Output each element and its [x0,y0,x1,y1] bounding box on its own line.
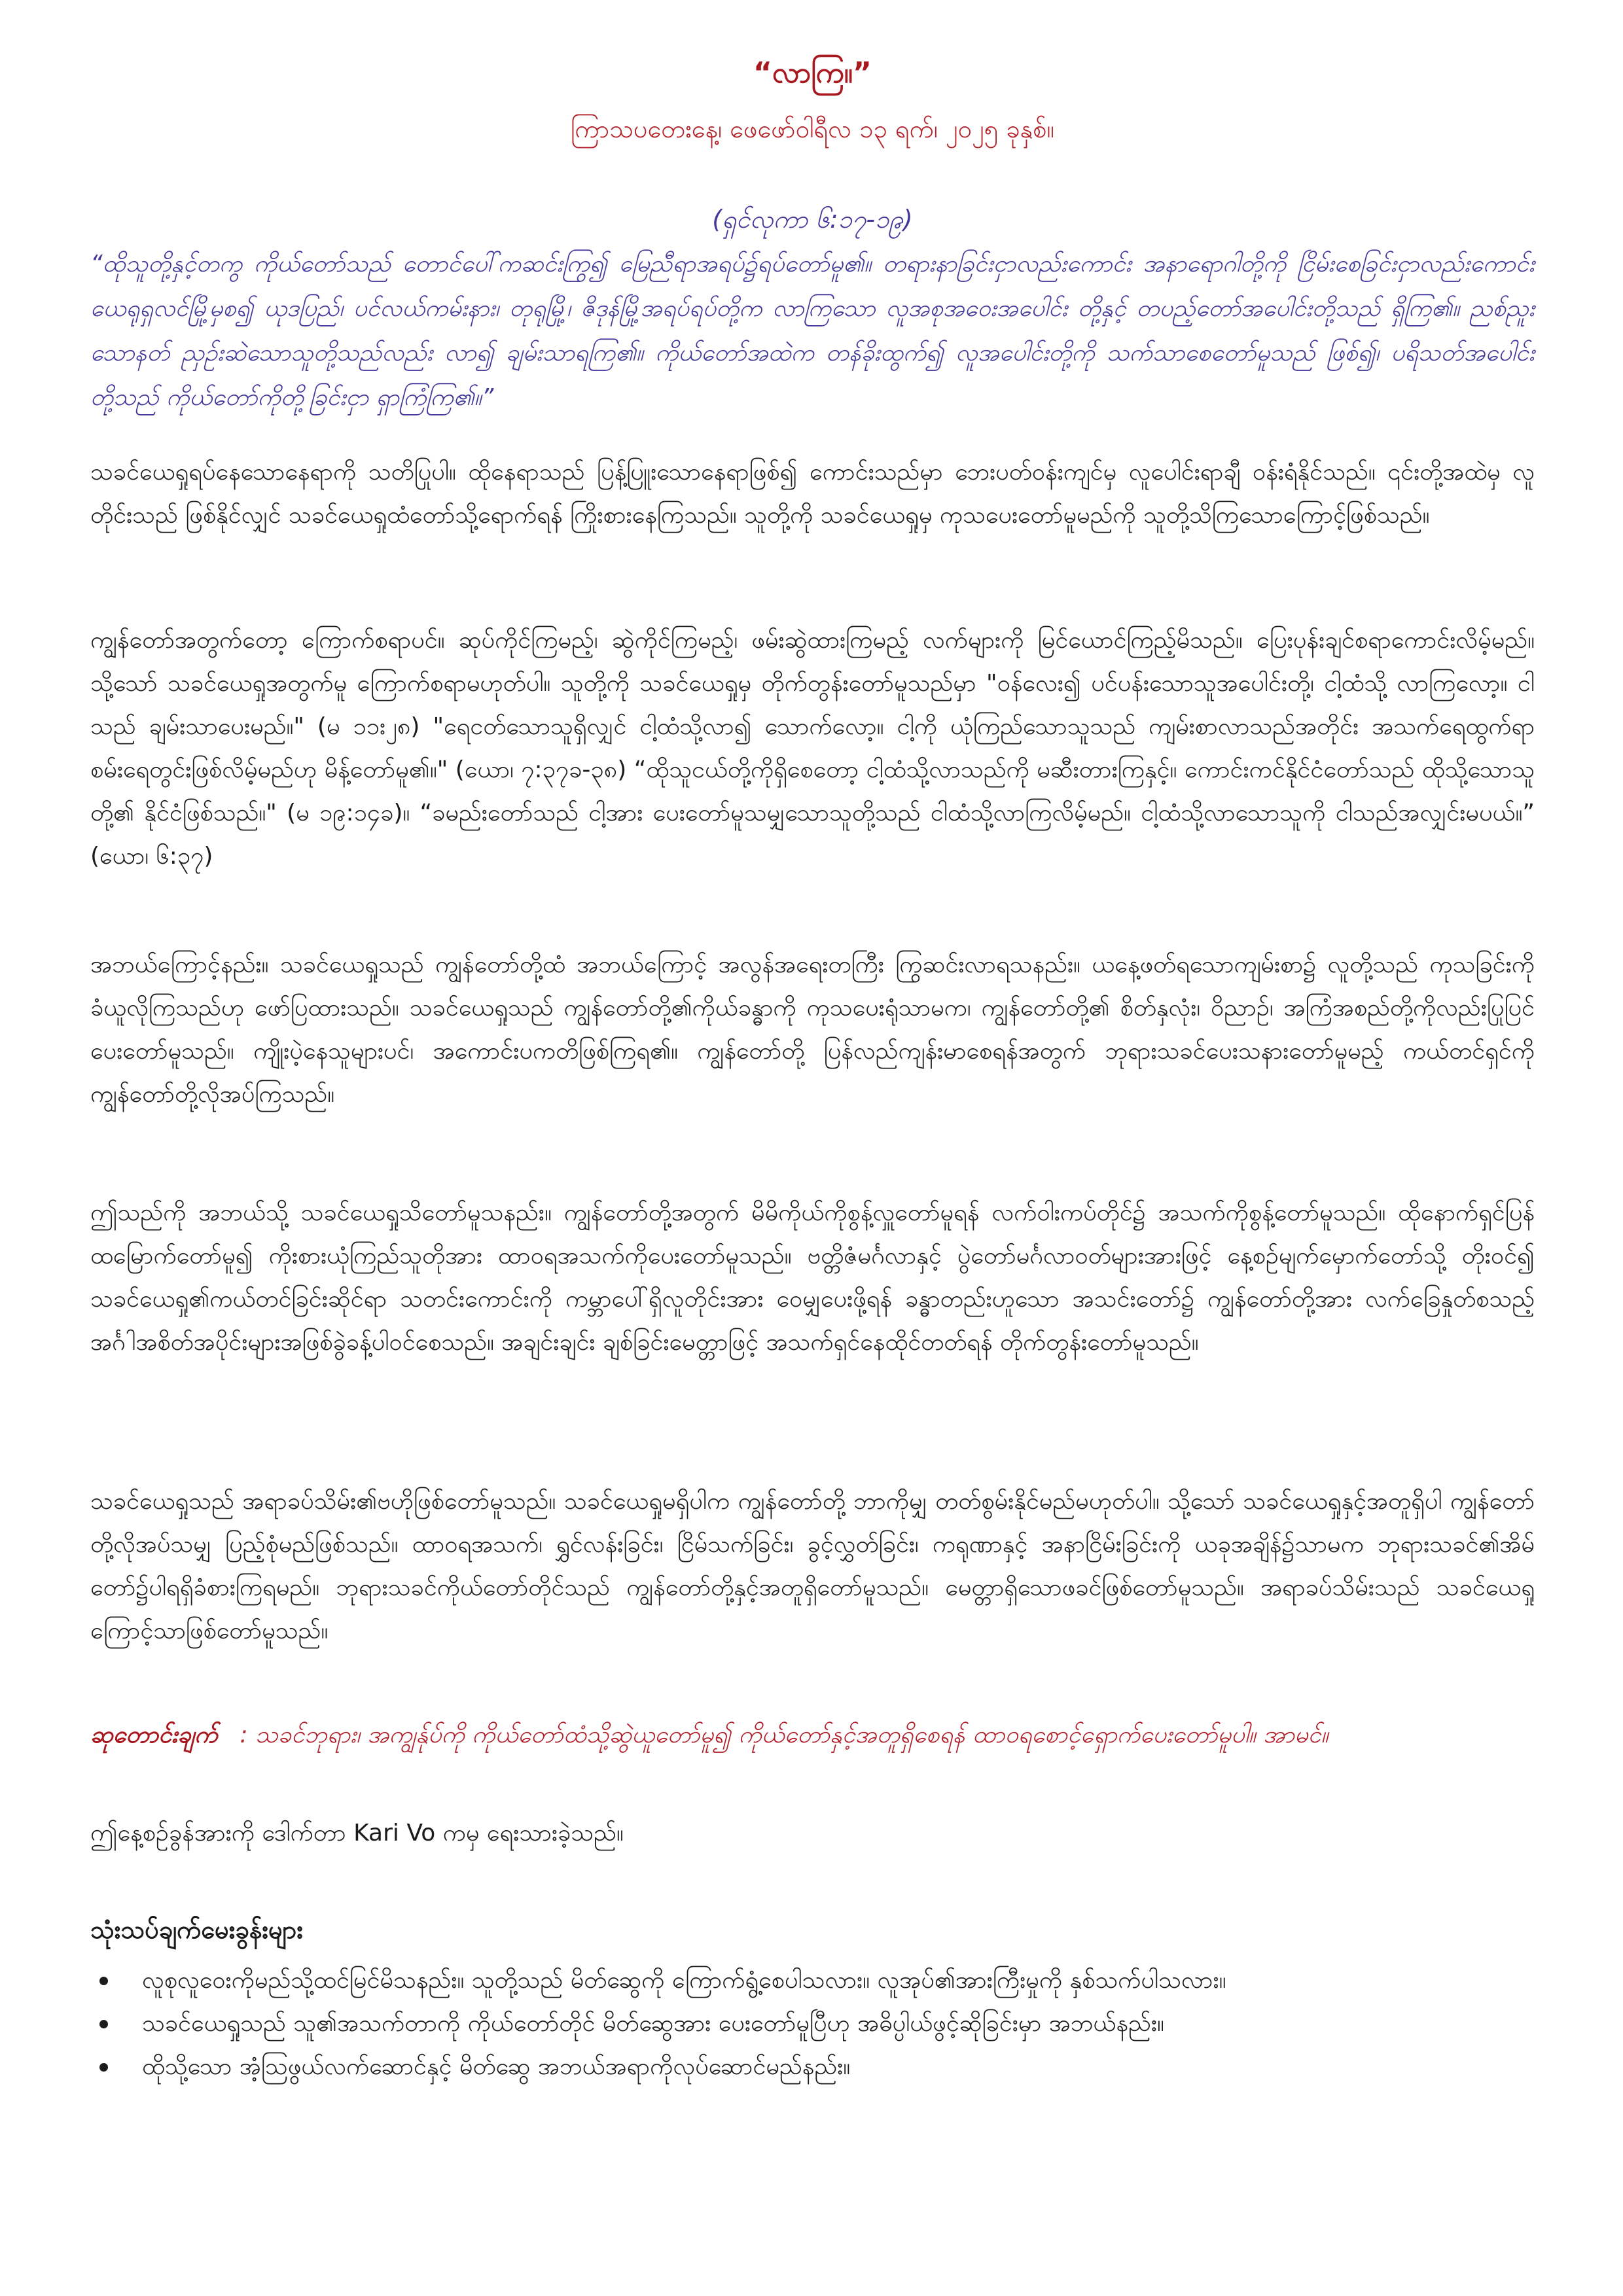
prayer-text: : သခင်ဘုရား၊ အကျွန်ုပ်ကို ကိုယ်တော်ထံသို့ဆွဲယူတော်မူ၍ ကိုယ်တော်နှင့်အတူရှိစေရန် ထာဝရစောင့်ရှောက်ပေးတော်မူပါ။ အာမင်။ [240,1722,1329,1748]
question-text: လူစုလူဝေးကိုမည်သို့ထင်မြင်မိသနည်း။ သူတို့သည် မိတ်ဆွေကို ကြောက်ရွံ့စေပါသလား။ လူအုပ်၏အားကြီးမှုကို နှစ်သက်ပါသလား။ [142,1967,1226,1994]
question-text: ထိုသို့သော အံ့သြဖွယ်လက်ဆောင်နှင့် မိတ်ဆွေ အဘယ်အရာကိုလုပ်ဆောင်မည်နည်း။ [142,2053,851,2080]
reflection-question [90,2002,1535,2045]
question-text: သခင်ယေရှုသည် သူ၏အသက်တာကို ကိုယ်တော်တိုင် မိတ်ဆွေအား ပေးတော်မူပြီဟု အဓိပ္ပါယ်ဖွင့်ဆိုခြင်းမှာ အဘယ်နည်း။ [142,2010,1164,2037]
bullet-icon [99,1977,108,1985]
reflection-question [90,1959,1535,2002]
reflection-questions-list [90,1959,1535,2089]
body-paragraph: ကျွန်တော်အတွက်တော့ ကြောက်စရာပင်။ ဆုပ်ကိုင်ကြမည့်၊ ဆွဲကိုင်ကြမည့်၊ ဖမ်းဆွဲထားကြမည့် လက်များကို မြင်ယောင်ကြည့်မိသည်။ ပြေးပုန်းချင်စရာကောင်းလိမ့်မည်။ သို့သော် သခင်ယေရှုအတွက်မူ ကြောက်စရာမဟုတ်ပါ။ သူတို့ကို သခင်ယေရှုမှ တိုက်တွန်းတော်မူသည်မှာ "ဝန်လေး၍ ပင်ပန်းသောသူအပေါင်းတို့၊ ငါ့ထံသို့ လာကြလော့။ ငါသည် ချမ်းသာပေးမည်။" (မ ၁၁း၂၈) "ရေငတ်သောသူရှိလျှင် ငါ့ထံသို့လာ၍ သောက်လော့။ ငါ့ကို ယုံကြည်သောသူသည် ကျမ်းစာလာသည်အတိုင်း အသက်ရေထွက်ရာ စမ်းရေတွင်းဖြစ်လိမ့်မည်ဟု မိန့်တော်မူ၏။" (ယော၊ ၇:၃၇ခ-၃၈) “ထိုသူငယ်တို့ကိုရှိစေတော့ ငါ့ထံသို့လာသည်ကို မဆီးတားကြနှင့်။ ကောင်းကင်နိုင်ငံတော်သည် ထိုသို့သောသူတို့၏ နိုင်ငံဖြစ်သည်။" (မ ၁၉:၁၄ခ)။ “ခမည်းတော်သည် ငါ့အား ပေးတော်မူသမျှသောသူတို့သည် ငါထံသို့လာကြလိမ့်မည်။ ငါ့ထံသို့လာသောသူကို ငါသည်အလျှင်းမပယ်။” (ယော၊ ၆:၃၇) [90,627,1535,870]
scripture-text: “ထိုသူတို့နှင့်တကွ ကိုယ်တော်သည် တောင်ပေါ်ကဆင်းကြွ၍ မြေညီရာအရပ်၌ရပ်တော်မူ၏။ တရားနာခြင်းငှာလည်းကောင်း အနာရောဂါတို့ကို ငြိမ်းစေခြင်းငှာလည်းကောင်း ယေရုရှလင်မြို့မှစ၍ ယုဒပြည်၊ ပင်လယ်ကမ်းနား၊ တုရုမြို့၊ ဇိဒုန်မြို့အရပ်ရပ်တို့က လာကြသော လူအစုအဝေးအပေါင်း တို့နှင့် တပည့်တော်အပေါင်းတို့သည် ရှိကြ၏။ ညစ်ညူးသောနတ် ညှဉ်းဆဲသောသူတို့သည်လည်း လာ၍ ချမ်းသာရကြ၏။ ကိုယ်တော်အထဲက တန်ခိုးထွက်၍ လူအပေါင်းတို့ကို သက်သာစေတော်မူသည် ဖြစ်၍၊ ပရိသတ်အပေါင်းတို့သည် ကိုယ်တော်ကိုတို့ခြင်းငှာ ရှာကြံကြ၏။” [90,251,1535,411]
reflection-heading: သုံးသပ်ချက်မေးခွန်းများ [90,1915,304,1944]
bullet-icon [99,2063,108,2072]
body-paragraph: ဤသည်ကို အဘယ်သို့ သခင်ယေရှုသိတော်မူသနည်း။ ကျွန်တော်တို့အတွက် မိမိကိုယ်ကိုစွန့်လှူတော်မူရန် လက်ဝါးကပ်တိုင်၌ အသက်ကိုစွန့်တော်မူသည်။ ထိုနောက်ရှင်ပြန်ထမြောက်တော်မူ၍ ကိုးစားယုံကြည်သူတိုအား ထာဝရအသက်ကိုပေးတော်မူသည်။ ဗတ္တိဇံမင်္ဂလာနှင့် ပွဲတော်မင်္ဂလာဝတ်များအားဖြင့် နေ့စဉ်မျက်မှောက်တော်သို့ တိုးဝင်၍ သခင်ယေရှု၏ကယ်တင်ခြင်းဆိုင်ရာ သတင်းကောင်းကို ကမ္ဘာပေါ်ရှိလူတိုင်းအား ဝေမျှပေးဖို့ရန် ခန္ဓာတည်းဟူသော အသင်းတော်၌ ကျွန်တော်တို့အား လက်ခြေနှုတ်စသည့် အင်္ဂါအစိတ်အပိုင်းများအဖြစ်ခွဲခန့်ပါဝင်စေသည်။ အချင်းချင်း ချစ်ခြင်းမေတ္တာဖြင့် အသက်ရှင်နေထိုင်တတ်ရန် တိုက်တွန်းတော်မူသည်။ [90,1199,1535,1356]
prayer-label: ဆုတောင်းချက် [90,1722,218,1748]
author-note: ဤနေ့စဉ်ခွန်အားကို ဒေါက်တာ Kari Vo ကမှ ရေးသားခဲ့သည်။ [90,1820,624,1846]
bullet-icon [99,2020,108,2028]
date-line: ကြာသပတေးနေ့၊ ဖေဖော်ဝါရီလ ၁၃ ရက်၊ ၂၀၂၅ ခုနှစ်။ [571,115,1054,143]
body-paragraph: သခင်ယေရှုသည် အရာခပ်သိမ်း၏ဗဟိုဖြစ်တော်မူသည်။ သခင်ယေရှုမရှိပါက ကျွန်တော်တို့ ဘာကိုမျှ တတ်စွမ်းနိုင်မည်မဟုတ်ပါ။ သို့သော် သခင်ယေရှုနှင့်အတူရှိပါ ကျွန်တော်တို့လိုအပ်သမျှ ပြည့်စုံမည်ဖြစ်သည်။ ထာဝရအသက်၊ ရွှင်လန်းခြင်း၊ ငြိမ်သက်ခြင်း၊ ခွင့်လွှတ်ခြင်း၊ ကရုဏာနှင့် အနာငြိမ်းခြင်းကို ယခုအချိန်၌သာမက ဘုရားသခင်၏အိမ်တော်၌ပါရရှိခံစားကြရမည်။ ဘုရားသခင်ကိုယ်တော်တိုင်သည် ကျွန်တော်တို့နှင့်အတူရှိတော်မူသည်။ မေတ္တာရှိသောဖခင်ဖြစ်တော်မူသည်။ အရာခပ်သိမ်းသည် သခင်ယေရှုကြောင့်သာဖြစ်တော်မူသည်။ [90,1488,1535,1644]
body-paragraph: သခင်ယေရှုရပ်နေသောနေရာကို သတိပြုပါ။ ထိုနေရာသည် ပြန့်ပြူးသောနေရာဖြစ်၍ ကောင်းသည်မှာ ဘေးပတ်ဝန်းကျင်မှ လူပေါင်းရာချီ ဝန်းရံနိုင်သည်။ ၎င်းတို့အထဲမှ လူတိုင်းသည် ဖြစ်နိုင်လျှင် သခင်ယေရှုထံတော်သို့ရောက်ရန် ကြိုးစားနေကြသည်။ သူတို့ကို သခင်ယေရှုမှ ကုသပေးတော်မူမည်ကို သူတို့သိကြသောကြောင့်ဖြစ်သည်။ [90,459,1535,529]
scripture-reference: (ရှင်လုကာ ၆:၁၇-၁၉) [712,205,913,234]
reflection-question [90,2045,1535,2089]
prayer [90,1714,1535,1757]
page-title: “လာကြ။” [753,56,872,90]
body-paragraph: အဘယ်ကြောင့်နည်း။ သခင်ယေရှုသည် ကျွန်တော်တို့ထံ အဘယ်ကြောင့် အလွန်အရေးတကြီး ကြွဆင်းလာရသနည်း။ ယနေ့ဖတ်ရသောကျမ်းစာ၌ လူတို့သည် ကုသခြင်းကိုခံယူလိုကြသည်ဟု ဖော်ပြထားသည်။ သခင်ယေရှုသည် ကျွန်တော်တို့၏ကိုယ်ခန္ဓာကို ကုသပေးရုံသာမက၊ ကျွန်တော်တို့၏ စိတ်နှလုံး၊ ဝိညာဉ်၊ အကြံအစည်တို့ကိုလည်းပြုပြင်ပေးတော်မူသည်။ ကျိုးပဲ့နေသူများပင်၊ အကောင်းပကတိဖြစ်ကြရ၏။ ကျွန်တော်တို့ ပြန်လည်ကျန်းမာစေရန်အတွက် ဘုရားသခင်ပေးသနားတော်မူမည့် ကယ်တင်ရှင်ကို ကျွန်တော်တို့လိုအပ်ကြသည်။ [90,951,1535,1108]
